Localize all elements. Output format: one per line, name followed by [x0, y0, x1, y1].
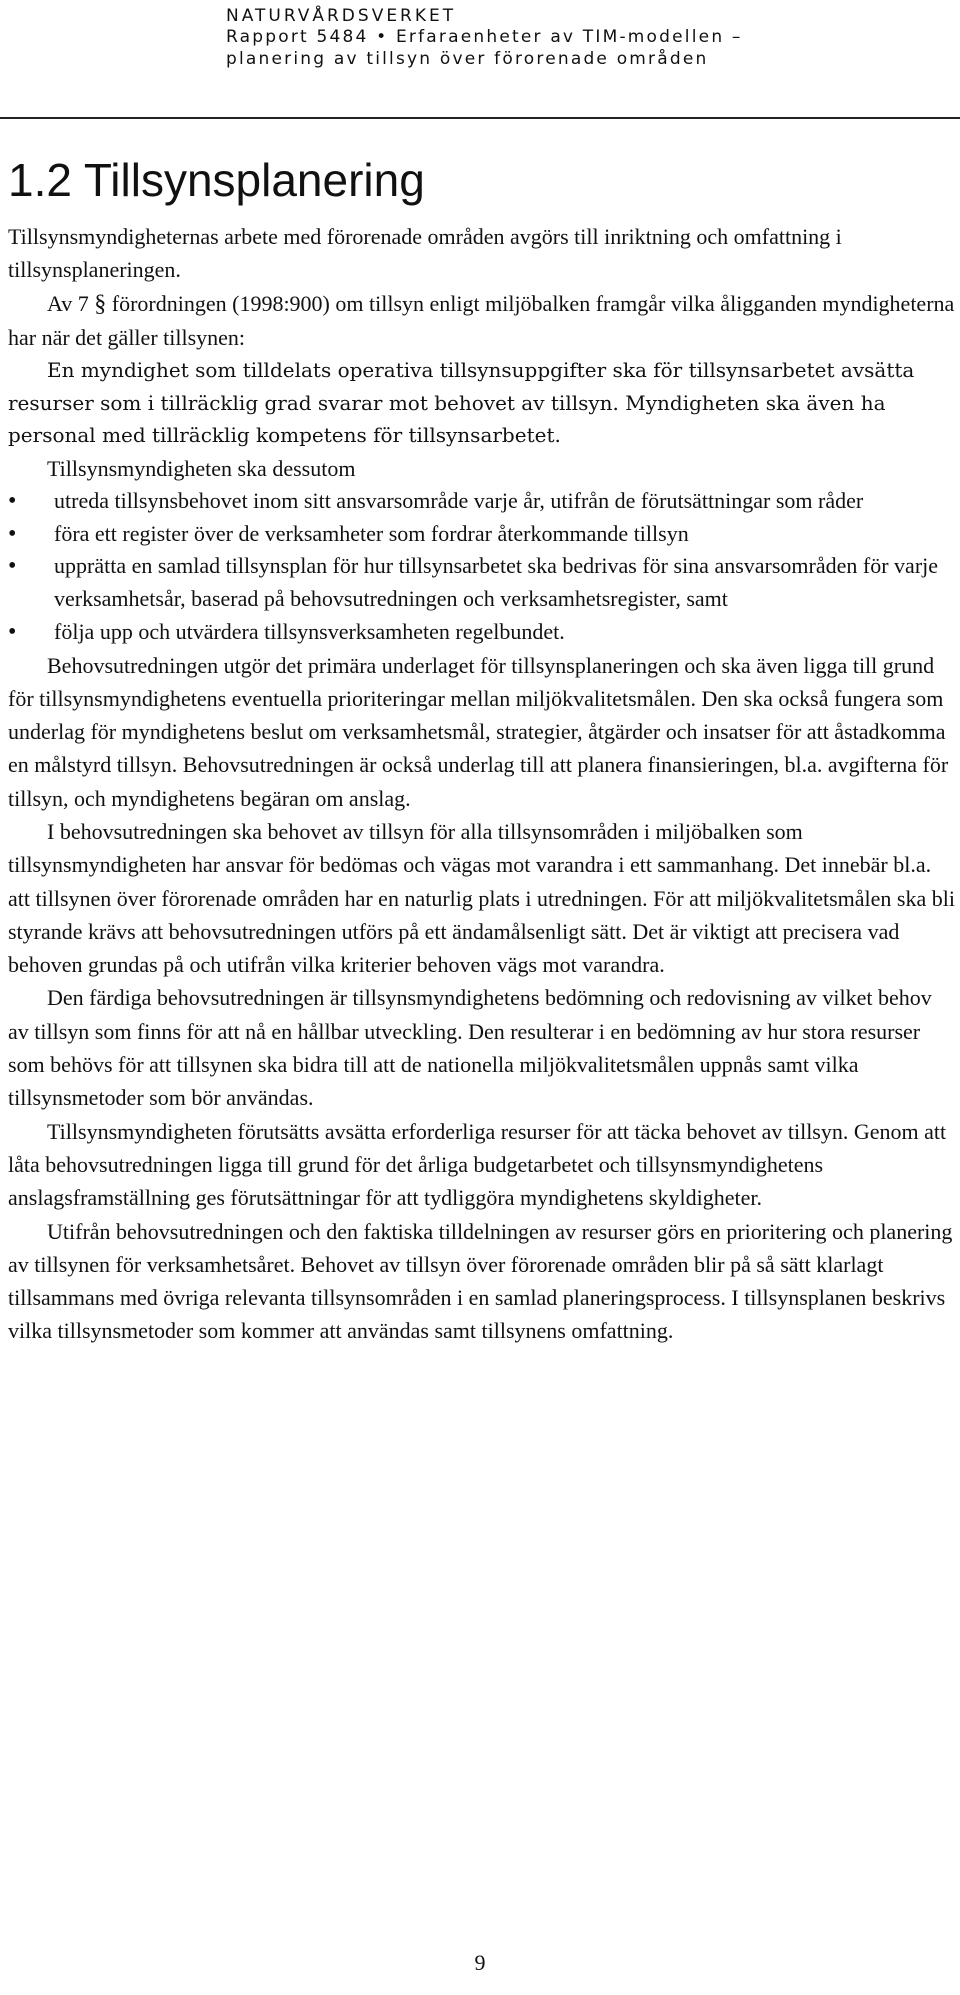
page-content [8, 150, 956, 1348]
legal-reference-pre: Av 7 [47, 290, 95, 316]
list-item: • utreda tillsynsbehovet inom sitt ansvarsområde varje år, utifrån de förutsättningar som råder [8, 485, 956, 518]
header-report-line-2: planering av tillsyn över förorenade områden [226, 49, 709, 69]
body-paragraph: Den färdiga behovsutredningen är tillsynsmyndighetens bedömning och redovisning av vilket behov av tillsyn som finns för att nå en hållbar utveckling. Den resulterar i en bedömning av hur stora resurser som behövs för att tillsynen ska bidra till att de nationella miljökvalitetsmålen uppnås samt vilka tillsynsmetoder som bör användas. [8, 985, 932, 1111]
body-paragraph: Tillsynsmyndigheten förutsätts avsätta erforderliga resurser för att täcka behovet av tillsyn. Genom att låta behovsutredningen ligga till grund för det årliga budgetarbetet och tillsynsmyndighetens anslagsframställning ges förutsättningar för att tydliggöra myndighetens skyldigheter. [8, 1118, 947, 1211]
body-paragraph: Utifrån behovsutredningen och den faktiska tilldelningen av resurser görs en prioritering och planering av tillsynen för verksamhetsåret. Behovet av tillsyn över förorenade områden blir på så sätt klarlagt tillsammans med övriga relevanta tillsynsområden i en samlad planeringsprocess. I tillsynsplanen beskrivs vilka tillsynsmetoder som kommer att användas samt tillsynens omfattning. [8, 1218, 953, 1344]
legal-reference-post: förordningen (1998:900) om tillsyn enligt miljöbalken framgår vilka åligganden myndigheterna har när det gäller tillsynen: [8, 290, 955, 350]
section-title: 1.2 Tillsynsplanering [8, 154, 425, 206]
running-header [226, 6, 946, 70]
legal-reference-paragraph [8, 287, 956, 355]
list-item: • upprätta en samlad tillsynsplan för hur tillsynsarbetet ska bedrivas för sina ansvarsområden för varje verksamhetsår, baserad på behovsutredningen och verksamhetsregister, samt [8, 550, 956, 615]
list-intro: Tillsynsmyndigheten ska dessutom [47, 455, 356, 481]
quoted-regulation: En myndighet som tilldelats operativa tillsynsuppgifter ska för tillsynsarbetet avsätta resurser som i tillräcklig grad svarar mot behovet av tillsyn. Myndigheten ska även ha personal med tillräcklig kompetens för tillsynsarbetet. [8, 358, 915, 448]
header-organization: NATURVÅRDSVERKET [226, 6, 457, 26]
intro-paragraph: Tillsynsmyndigheternas arbete med förorenade områden avgörs till inriktning och omfattning i tillsynsplaneringen. [8, 224, 842, 283]
section-sign-icon: § [94, 290, 107, 317]
list-item: • föra ett register över de verksamheter som fordrar återkommande tillsyn [8, 518, 956, 551]
page-number: 9 [474, 1950, 486, 1975]
header-report-line-1: Rapport 5484 • Erfaraenheter av TIM-modellen – [226, 27, 743, 47]
list-item: • följa upp och utvärdera tillsynsverksamheten regelbundet. [8, 616, 956, 649]
duties-list [8, 485, 956, 649]
body-paragraph: Behovsutredningen utgör det primära underlaget för tillsynsplaneringen och ska även ligga till grund för tillsynsmyndighetens eventuella prioriteringar mellan miljökvalitetsmålen. Den ska också fungera som underlag för myndighetens beslut om verksamhetsmål, strategier, åtgärder och insatser för att åstadkomma en målstyrd tillsyn. Behovsutredningen är också underlag till att planera finansieringen, bl.a. avgifterna för tillsyn, och myndighetens begäran om anslag. [8, 652, 949, 811]
header-divider [0, 117, 960, 119]
body-paragraph: I behovsutredningen ska behovet av tillsyn för alla tillsynsområden i miljöbalken som tillsynsmyndigheten har ansvar för bedömas och vägas mot varandra i ett sammanhang. Det innebär bl.a. att tillsynen över förorenade områden har en naturlig plats i utredningen. För att miljökvalitetsmålen ska bli styrande krävs att behovsutredningen utförs på ett ändamålsenligt sätt. Det är viktigt att precisera vad behoven grundas på och utifrån vilka kriterier behoven vägs mot varandra. [8, 818, 955, 978]
